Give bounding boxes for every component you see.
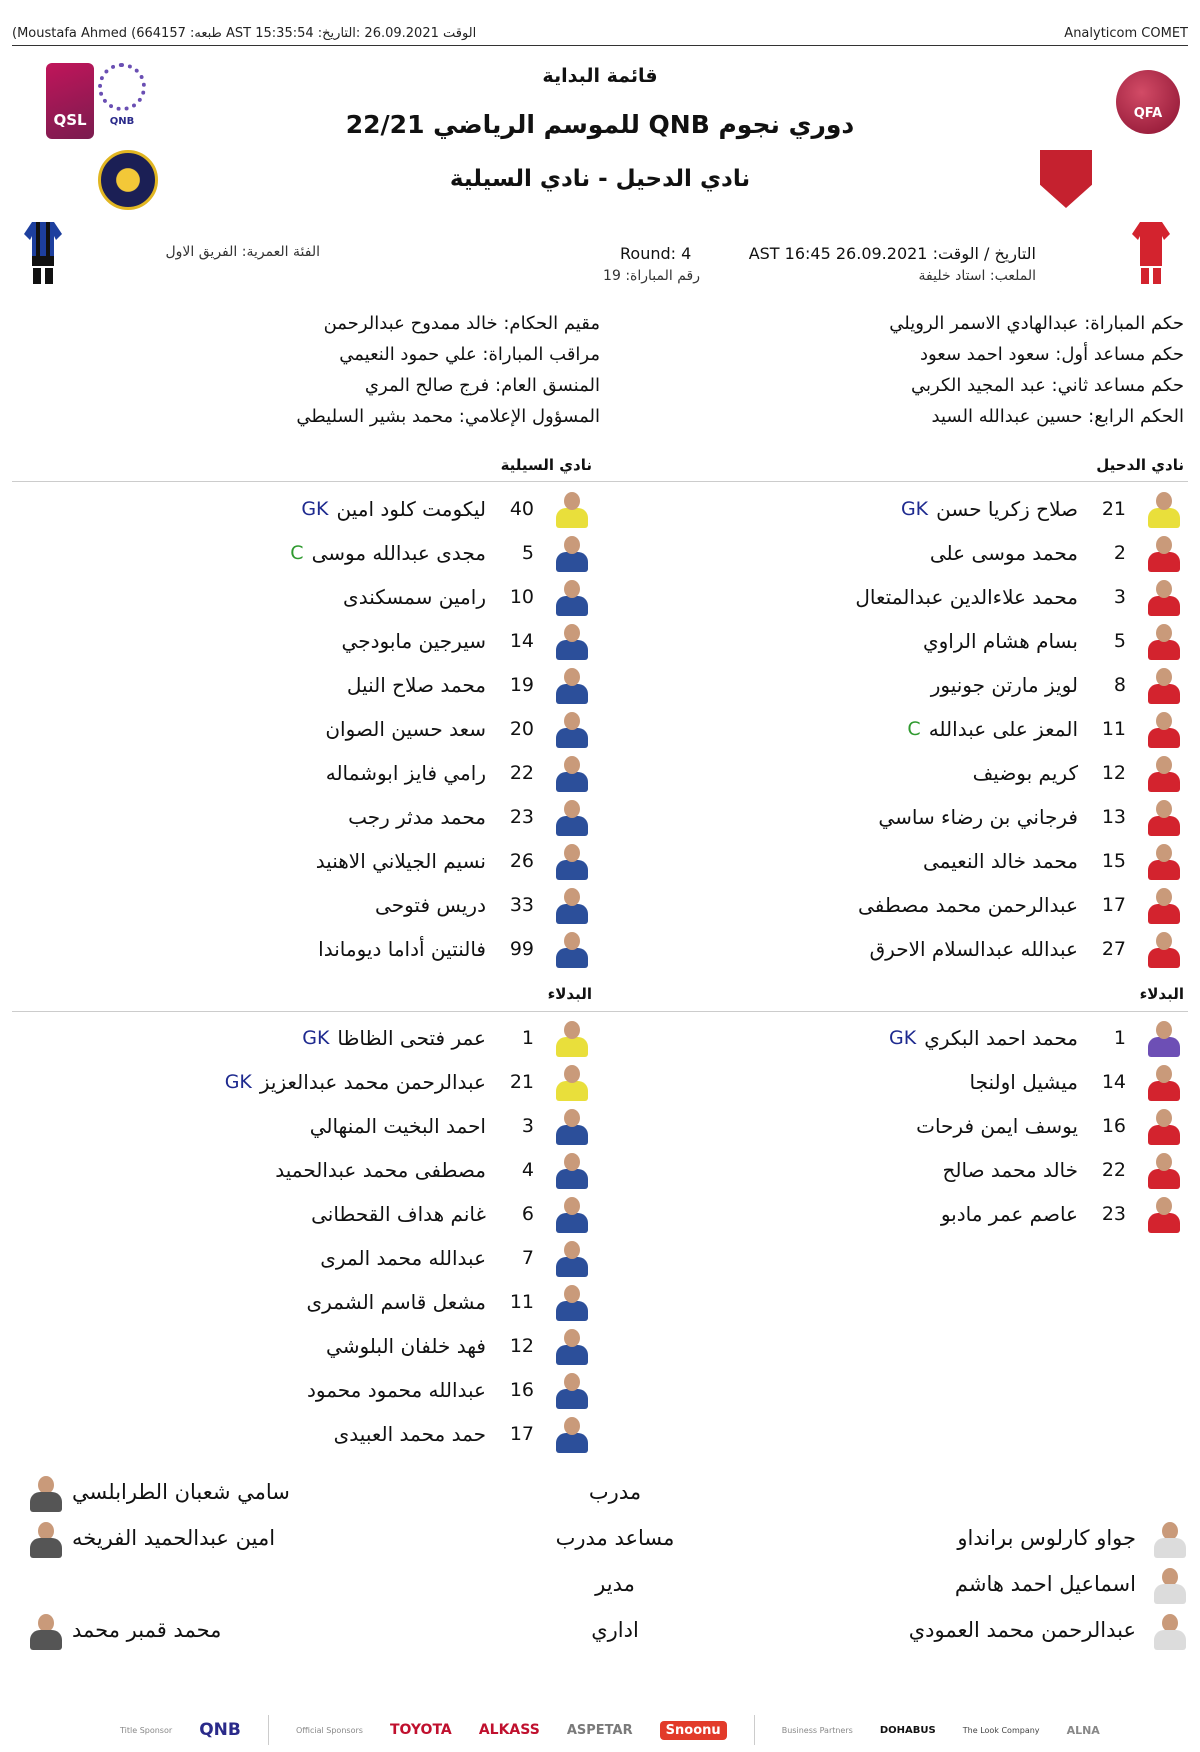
away-starters-list (28, 487, 588, 971)
player-avatar (554, 754, 588, 792)
qsl-logo: QSL (46, 63, 94, 139)
alkass-logo: ALKASS (478, 1722, 540, 1738)
goalkeeper-badge: GK (900, 498, 929, 520)
snoonu-logo: Snoonu (660, 1721, 727, 1740)
player-row (28, 1148, 588, 1192)
staff-role: مدرب (588, 1480, 642, 1504)
player-name: محمد مدثر رجب (348, 805, 486, 829)
player-name: محمد علاءالدين عبدالمتعال (855, 585, 1078, 609)
player-row (620, 575, 1180, 619)
player-name: محمد خالد النعيمى (922, 849, 1078, 873)
player-avatar (1146, 1063, 1180, 1101)
shirt-number: 12 (509, 1335, 534, 1357)
shirt-number: 27 (1101, 938, 1126, 960)
staff-photo (1152, 1520, 1188, 1560)
shirt-number: 33 (509, 894, 534, 916)
system-name: Analyticom COMET (1064, 26, 1188, 41)
shirt-number: 21 (509, 1071, 534, 1093)
player-name: رامي فايز ابوشماله (325, 761, 486, 785)
shirt-number: 11 (1101, 718, 1126, 740)
player-row (620, 795, 1180, 839)
player-avatar (554, 490, 588, 528)
shirt-number: 22 (1101, 1159, 1126, 1181)
print-info: (Moustafa Ahmed (664157 :طبعه AST 15:35:54 :الوقت 26.09.2021 :التاريخ (12, 26, 477, 41)
home-subs-list (620, 1016, 1180, 1236)
player-avatar (1146, 798, 1180, 836)
player-row (28, 1104, 588, 1148)
shirt-number: 23 (509, 806, 534, 828)
player-name: عمر فتحى الظاظا (337, 1026, 486, 1050)
match-datetime: التاريخ / الوقت: 26.09.2021 16:45 AST (748, 244, 1036, 263)
player-row (620, 839, 1180, 883)
player-avatar (1146, 1019, 1180, 1057)
shirt-number: 99 (509, 938, 534, 960)
player-name: فالنتين أداما ديوماندا (318, 937, 486, 961)
player-row (28, 1016, 588, 1060)
player-avatar (1146, 754, 1180, 792)
player-avatar (554, 1019, 588, 1057)
shirt-number: 8 (1113, 674, 1126, 696)
divider (12, 1011, 1188, 1012)
match-stadium: الملعب: استاد خليفة (918, 268, 1036, 284)
shirt-number: 26 (509, 850, 534, 872)
player-avatar (554, 534, 588, 572)
qnb-sponsor-logo: QNB (199, 1720, 241, 1740)
player-row (28, 1324, 588, 1368)
home-starters-list (620, 487, 1180, 971)
toyota-logo: TOYOTA (389, 1722, 452, 1738)
staff-role: اداري (591, 1618, 639, 1642)
shirt-number: 21 (1101, 498, 1126, 520)
player-name: حمد محمد العبيدى (333, 1422, 486, 1446)
goalkeeper-badge: GK (302, 1027, 330, 1049)
shirt-number: 40 (509, 498, 534, 520)
staff-photo (28, 1612, 64, 1652)
aspetar-logo: ASPETAR (566, 1722, 633, 1738)
staff-name: عبدالرحمن محمد العمودي (908, 1618, 1136, 1642)
official-line: حكم مساعد أول: سعود احمد سعود (919, 344, 1184, 365)
player-row (620, 487, 1180, 531)
player-name: عبدالله محمود محمود (306, 1378, 486, 1402)
player-row (620, 1192, 1180, 1236)
player-name: محمد احمد البكري (924, 1026, 1078, 1050)
shirt-number: 22 (509, 762, 534, 784)
official-line: المنسق العام: فرج صالح المري (364, 375, 600, 396)
player-row (28, 1412, 588, 1456)
shirt-number: 7 (521, 1247, 534, 1269)
player-row (620, 531, 1180, 575)
shirt-number: 12 (1101, 762, 1126, 784)
goalkeeper-badge: GK (889, 1027, 917, 1049)
staff-name: سامي شعبان الطرابلسي (72, 1480, 290, 1504)
divider (268, 1715, 269, 1745)
player-avatar (554, 710, 588, 748)
home-subs-heading: البدلاء (1139, 985, 1184, 1003)
player-name: مشعل قاسم الشمرى (306, 1290, 486, 1314)
player-row (28, 883, 588, 927)
player-avatar (554, 1327, 588, 1365)
staff-photo (28, 1474, 64, 1514)
away-kit-icon (24, 222, 62, 284)
player-name: لويز مارتن جونيور (930, 673, 1078, 697)
player-name: غانم هداف القحطانى (311, 1202, 486, 1226)
player-avatar (1146, 842, 1180, 880)
shirt-number: 4 (521, 1159, 534, 1181)
player-avatar (1146, 930, 1180, 968)
home-team-heading: نادي الدحيل (1096, 456, 1184, 474)
shirt-number: 1 (1113, 1027, 1126, 1049)
player-avatar (554, 1415, 588, 1453)
player-name: ليكومت كلود امين (336, 497, 486, 521)
match-number: رقم المباراة: 19 (603, 268, 700, 284)
print-header (12, 22, 1188, 46)
player-avatar (1146, 578, 1180, 616)
staff-name: محمد قمبر محمد (72, 1618, 222, 1642)
official-line: المسؤول الإعلامي: محمد بشير السليطي (296, 406, 600, 427)
player-name: عبدالله عبدالسلام الاحرق (869, 937, 1078, 961)
player-avatar (554, 886, 588, 924)
official-line: مراقب المباراة: علي حمود النعيمي (339, 344, 600, 365)
player-row (620, 619, 1180, 663)
player-avatar (1146, 886, 1180, 924)
staff-photo (28, 1520, 64, 1560)
qnb-small-logo: QNB (109, 116, 135, 127)
player-avatar (554, 578, 588, 616)
player-avatar (1146, 1107, 1180, 1145)
player-name: ميشيل اولنجا (969, 1070, 1078, 1094)
age-group: الفئة العمرية: الفريق الاول (165, 244, 320, 260)
player-avatar (554, 666, 588, 704)
player-row (28, 1280, 588, 1324)
player-row (28, 663, 588, 707)
player-avatar (554, 1371, 588, 1409)
player-name: مصطفى محمد عبدالحميد (275, 1158, 486, 1182)
shirt-number: 3 (1113, 586, 1126, 608)
player-name: عاصم عمر مادبو (940, 1202, 1078, 1226)
official-sponsors-label: Official Sponsors (295, 1725, 363, 1735)
player-name: احمد البخيت المنهالي (309, 1114, 486, 1138)
shirt-number: 23 (1101, 1203, 1126, 1225)
staff-role: مساعد مدرب (555, 1526, 675, 1550)
home-kit-icon (1132, 222, 1170, 284)
player-row (28, 1192, 588, 1236)
shirt-number: 2 (1113, 542, 1126, 564)
player-avatar (1146, 534, 1180, 572)
player-row (620, 1060, 1180, 1104)
player-avatar (554, 1063, 588, 1101)
player-avatar (1146, 490, 1180, 528)
player-name: خالد محمد صالح (942, 1158, 1078, 1182)
player-name: المعز على عبدالله (928, 717, 1078, 741)
player-name: رامين سمسكندى (343, 585, 486, 609)
player-row (28, 575, 588, 619)
player-avatar (554, 1151, 588, 1189)
shirt-number: 14 (1101, 1071, 1126, 1093)
officials-right-list (764, 308, 1184, 432)
document-title: قائمة البداية (542, 65, 658, 87)
official-line: حكم مساعد ثاني: عبد المجيد الكربي (911, 375, 1184, 396)
captain-badge: C (907, 718, 921, 740)
title-sponsor-label: Title Sponsor (120, 1725, 173, 1735)
player-avatar (554, 1107, 588, 1145)
player-row (28, 1368, 588, 1412)
shirt-number: 5 (521, 542, 534, 564)
match-title: نادي الدحيل - نادي السيلية (449, 166, 751, 192)
player-row (620, 1016, 1180, 1060)
player-row (28, 707, 588, 751)
player-row (28, 1236, 588, 1280)
goalkeeper-badge: GK (301, 498, 329, 520)
player-name: محمد موسى على (929, 541, 1078, 565)
player-row (620, 707, 1180, 751)
league-title: دوري نجوم QNB للموسم الرياضي 22/21 (345, 110, 855, 139)
player-avatar (554, 1239, 588, 1277)
player-avatar (554, 930, 588, 968)
player-name: عبدالله محمد المرى (320, 1246, 486, 1270)
officials-left-list (180, 308, 600, 432)
shirt-number: 1 (521, 1027, 534, 1049)
staff-name: جواو كارلوس برانداو (957, 1526, 1136, 1550)
official-line: حكم المباراة: عبدالهادي الاسمر الرويلي (889, 313, 1184, 334)
shirt-number: 3 (521, 1115, 534, 1137)
player-name: يوسف ايمن فرحات (916, 1114, 1078, 1138)
staff-role: مدير (595, 1572, 635, 1596)
divider (12, 481, 1188, 482)
official-line: مقيم الحكام: خالد ممدوح عبدالرحمن (323, 313, 600, 334)
player-row (620, 883, 1180, 927)
shirt-number: 16 (1101, 1115, 1126, 1137)
dohabus-logo: DOHABUS (879, 1724, 936, 1736)
sponsor-strip (120, 1712, 1100, 1748)
the-look-logo: The Look Company (962, 1725, 1040, 1735)
shirt-number: 20 (509, 718, 534, 740)
shirt-number: 11 (509, 1291, 534, 1313)
player-row (620, 1104, 1180, 1148)
player-row (28, 927, 588, 971)
player-name: مجدى عبدالله موسى (311, 541, 486, 565)
business-partners-label: Business Partners (781, 1725, 853, 1735)
shirt-number: 15 (1101, 850, 1126, 872)
player-name: سيرجين مابودجي (341, 629, 486, 653)
alna-logo: ALNA (1066, 1723, 1100, 1737)
player-name: محمد صلاح النيل (346, 673, 486, 697)
captain-badge: C (290, 542, 304, 564)
player-row (620, 751, 1180, 795)
shirt-number: 14 (509, 630, 534, 652)
player-avatar (1146, 622, 1180, 660)
player-name: فهد خلفان البلوشي (326, 1334, 486, 1358)
player-name: عبدالرحمن محمد عبدالعزيز (259, 1070, 486, 1094)
player-avatar (554, 842, 588, 880)
match-round: Round: 4 (620, 244, 692, 263)
player-row (28, 751, 588, 795)
player-avatar (1146, 710, 1180, 748)
away-team-heading: نادي السيلية (500, 456, 592, 474)
player-avatar (554, 798, 588, 836)
player-row (28, 487, 588, 531)
player-name: فرجاني بن رضاء ساسي (878, 805, 1078, 829)
player-avatar (1146, 1151, 1180, 1189)
player-row (28, 1060, 588, 1104)
away-subs-heading: البدلاء (547, 985, 592, 1003)
shirt-number: 17 (1101, 894, 1126, 916)
goalkeeper-badge: GK (224, 1071, 252, 1093)
player-row (28, 795, 588, 839)
player-name: بسام هشام الراوي (922, 629, 1078, 653)
player-avatar (554, 1195, 588, 1233)
player-name: صلاح زكريا حسن (936, 497, 1078, 521)
player-avatar (1146, 666, 1180, 704)
shirt-number: 5 (1113, 630, 1126, 652)
player-name: كريم بوضيف (972, 761, 1078, 785)
official-line: الحكم الرابع: حسين عبدالله السيد (931, 406, 1184, 427)
staff-photo (1152, 1566, 1188, 1606)
player-row (28, 839, 588, 883)
shirt-number: 13 (1101, 806, 1126, 828)
shirt-number: 16 (509, 1379, 534, 1401)
player-name: نسيم الجيلاني الاهنيد (315, 849, 486, 873)
staff-name: امين عبدالحميد الفريخه (72, 1526, 276, 1550)
divider (754, 1715, 755, 1745)
qfa-logo: QFA (1116, 70, 1180, 134)
staff-section (0, 1480, 1200, 1680)
player-avatar (1146, 1195, 1180, 1233)
staff-name: اسماعيل احمد هاشم (954, 1572, 1136, 1596)
shirt-number: 6 (521, 1203, 534, 1225)
shirt-number: 10 (509, 586, 534, 608)
player-row (620, 1148, 1180, 1192)
shirt-number: 19 (509, 674, 534, 696)
player-row (28, 619, 588, 663)
player-row (620, 663, 1180, 707)
player-row (28, 531, 588, 575)
player-row (620, 927, 1180, 971)
shirt-number: 17 (509, 1423, 534, 1445)
player-name: سعد حسين الصوان (325, 717, 486, 741)
player-name: دريس فتوحى (375, 893, 486, 917)
away-subs-list (28, 1016, 588, 1456)
staff-photo (1152, 1612, 1188, 1652)
player-name: عبدالرحمن محمد مصطفى (858, 893, 1078, 917)
player-avatar (554, 622, 588, 660)
player-avatar (554, 1283, 588, 1321)
